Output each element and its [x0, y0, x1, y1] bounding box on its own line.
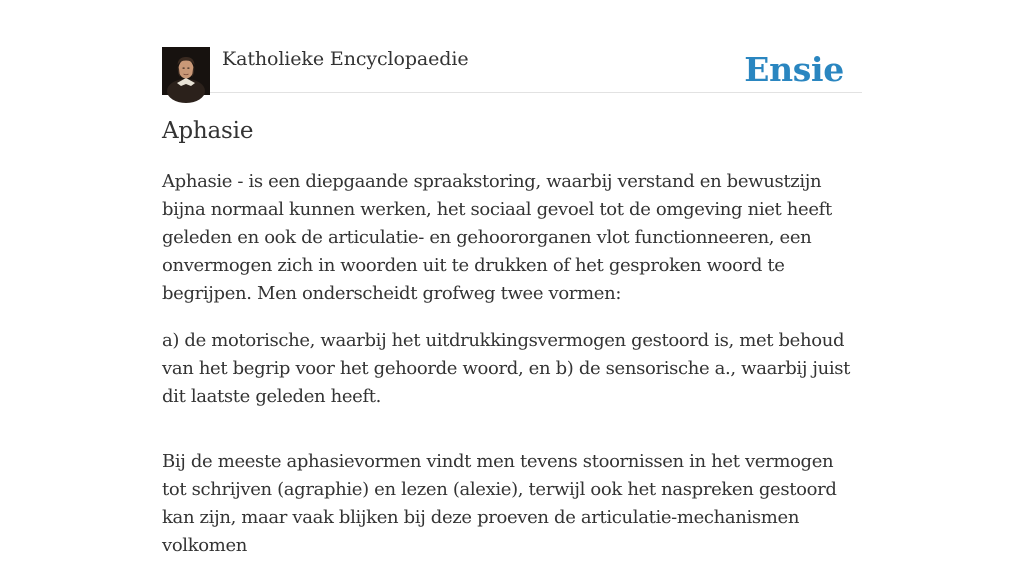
site-name[interactable]: Katholieke Encyclopaedie [222, 48, 469, 70]
portrait-image [162, 47, 210, 95]
ensie-logo-link[interactable]: Ensie [744, 50, 844, 89]
article-paragraph: Bij de meeste aphasievormen vindt men tevens stoornissen in het vermogen tot schrijven (agraphie) en lezen (alexie), terwijl ook het naspreken gestoord kan zijn, maar vaak blijken bij deze proeven de articulatie-mechanismen volkomen [162, 451, 837, 556]
article-paragraph: Aphasie - is een diepgaande spraakstoring, waarbij verstand en bewustzijn bijna normaal kunnen werken, het sociaal gevoel tot de omgeving niet heeft geleden en ook de articulatie- en gehoororganen vlot functionneeren, een onvermogen zich in woorden uit te drukken of het gesproken woord te begrijpen. Men onderscheidt grofweg twee vormen: [162, 171, 832, 304]
article-paragraph: a) de motorische, waarbij het uitdrukkingsvermogen gestoord is, met behoud van het begrip voor het gehoorde woord, en b) de sensorische a., waarbij juist dit laatste geleden heeft. [162, 330, 851, 407]
article-body [162, 168, 862, 579]
site-header [162, 44, 862, 93]
portrait-avatar-icon[interactable] [162, 47, 210, 95]
page-title: Aphasie [162, 118, 254, 144]
